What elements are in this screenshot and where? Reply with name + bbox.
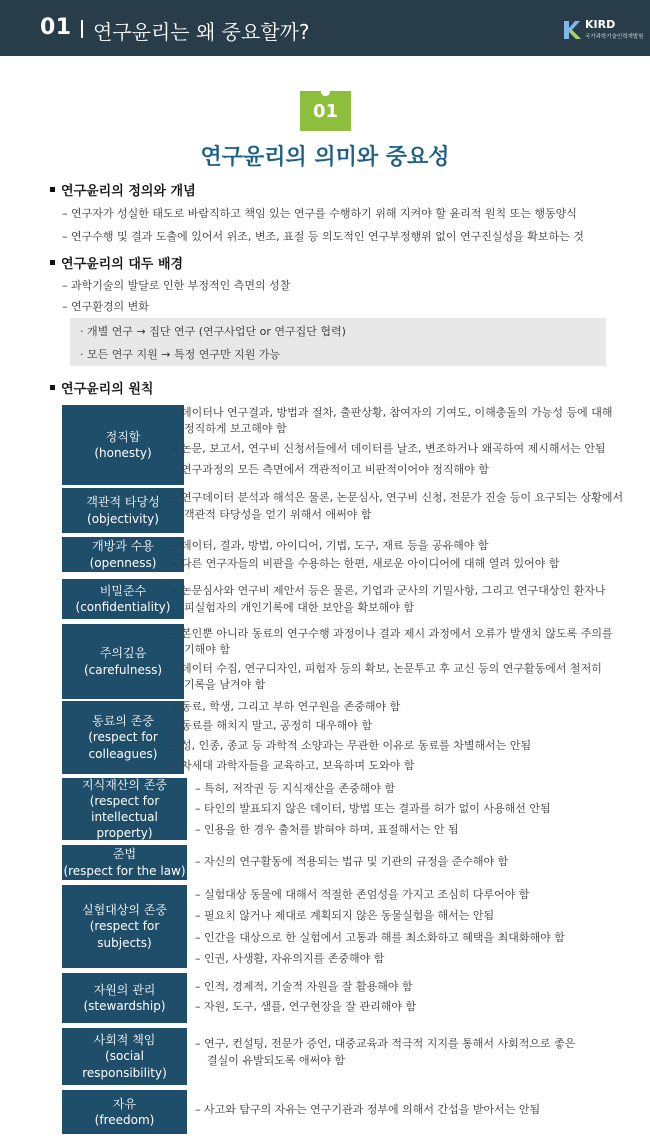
principle-english-name: (freedom) <box>94 1113 155 1127</box>
principle-description-line: 객관적 타당성을 얻기 위해서 애써야 함 <box>184 508 372 521</box>
principle-label <box>62 701 184 774</box>
principle-description-line: – 사고와 탐구의 자유는 연구기관과 정부에 의해서 간섭을 받아서는 안됨 <box>195 1103 541 1116</box>
principle-description-line: – 특허, 저작권 등 지식재산을 존중해야 함 <box>195 782 395 795</box>
principle-description-line: 정직하게 보고해야 함 <box>184 422 287 435</box>
principle-name: 지식재산의 존중 <box>82 777 167 792</box>
principle-english-name: (social responsibility) <box>82 1049 167 1080</box>
principle-label <box>62 537 184 572</box>
principle-description-line: – 자원, 도구, 샘플, 연구현장을 잘 관리해야 함 <box>195 1000 417 1013</box>
principle-description-line: – 논문심사와 연구비 제안서 등은 물론, 기업과 군사의 기밀사항, 그리고 연구대상인 환자나 <box>172 584 606 597</box>
section-heading-definition: 연구윤리의 정의와 개념 <box>50 180 196 199</box>
principle-english-name: (respect for the law) <box>63 863 186 878</box>
header-divider <box>81 20 83 38</box>
principle-label <box>62 885 187 968</box>
kird-logo <box>562 19 642 43</box>
principle-description-line: – 실험대상 동물에 대해서 적절한 존엄성을 가지고 조심히 다루어야 함 <box>195 888 530 901</box>
principle-description-line: – 차세대 과학자들을 교육하고, 보육하며 도와야 함 <box>172 759 415 772</box>
principle-label <box>62 778 187 840</box>
principle-name: 동료의 존중 <box>92 714 154 729</box>
principle-label <box>62 973 187 1023</box>
box-item: · 개별 연구 → 집단 연구 (연구사업단 or 연구집단 협력) <box>80 325 346 338</box>
principle-name: 개방과 수용 <box>92 539 154 554</box>
logo-subtitle: 국가과학기술인력개발원 <box>585 34 644 40</box>
definition-line: – 연구수행 및 결과 도출에 있어서 위조, 변조, 표절 등 의도적인 연구부정행위 없이 연구진실성을 확보하는 것 <box>62 230 584 243</box>
badge-number: 01 <box>312 101 339 122</box>
principle-english-name: (respect for colleagues) <box>88 730 158 761</box>
principle-description-line: 결실이 유발되도록 애써야 함 <box>207 1054 346 1067</box>
principle-description-line: 피실험자의 개인기록에 대한 보안을 확보해야 함 <box>184 601 415 614</box>
principle-english-name: (respect for subjects) <box>89 919 160 950</box>
section-heading-background: 연구윤리의 대두 배경 <box>50 253 183 272</box>
bullet-square-icon <box>50 187 55 192</box>
principle-name: 사회적 책임 <box>93 1033 156 1048</box>
principle-description-line: – 동료를 해치지 말고, 공정히 대우해야 함 <box>172 719 372 732</box>
principle-english-name: (objectivity) <box>87 511 159 526</box>
bullet-square-icon <box>50 260 55 265</box>
principle-description-line: – 다른 연구자들의 비판을 수용하는 한편, 새로운 아이디어에 대해 열려 있어야 함 <box>172 557 560 570</box>
principle-description-line: – 연구, 컨설팅, 전문가 증언, 대중교육과 적극적 지지를 통해서 사회적으로 좋은 <box>195 1037 576 1050</box>
principle-description-line: – 논문, 보고서, 연구비 신청서들에서 데이터를 날조, 변조하거나 왜곡하여 제시해서는 안됨 <box>172 442 606 455</box>
principle-english-name: (honesty) <box>94 446 152 460</box>
principle-description-line: 기록을 남겨야 함 <box>184 678 266 691</box>
background-line: – 연구환경의 변화 <box>62 300 149 313</box>
principle-label <box>62 845 187 880</box>
principle-description-line: – 자신의 연구활동에 적용되는 법규 및 기관의 규정을 준수해야 함 <box>195 855 509 868</box>
principle-description-line: 기해야 함 <box>184 643 231 656</box>
principle-label <box>62 1028 187 1085</box>
principle-english-name: (confidentiality) <box>75 600 171 614</box>
principle-label <box>62 1090 187 1134</box>
principle-english-name: (carefulness) <box>83 662 163 677</box>
principle-description-line: – 연구데이터 분석과 해석은 물론, 논문심사, 연구비 신청, 전문가 진술 등이 요구되는 상황에서 <box>172 491 624 504</box>
principle-description-line: – 필요치 않거나 제대로 계획되지 않은 동물실험을 해서는 안됨 <box>195 909 495 922</box>
principle-description-line: – 인권, 사생활, 자유의지를 존중해야 함 <box>195 952 385 965</box>
principle-label <box>62 579 184 619</box>
kird-logo-icon <box>562 19 582 41</box>
principle-english-name: (openness) <box>89 555 157 570</box>
principle-name: 실험대상의 존중 <box>82 903 167 918</box>
principle-description-line: – 성, 인종, 종교 등 과학적 소양과는 무관한 이유로 동료를 차별해서는 안됨 <box>172 739 532 752</box>
principle-name: 객관적 타당성 <box>86 495 160 510</box>
header-number: 01 <box>40 15 72 40</box>
principle-label <box>62 405 184 485</box>
principle-description-line: – 데이터 수집, 연구디자인, 피험자 등의 확보, 논문투고 후 교신 등의 연구활동에서 철저히 <box>172 662 602 675</box>
principle-description-line: – 본인뿐 아니라 동료의 연구수행 과정이나 결과 제시 과정에서 오류가 발생치 않도록 주의를 <box>172 627 613 640</box>
principle-label <box>62 488 184 533</box>
box-item: · 모든 연구 지원 → 특정 연구만 지원 가능 <box>80 348 281 361</box>
bullet-square-icon <box>50 385 55 390</box>
section-heading-principles: 연구윤리의 원칙 <box>50 378 153 397</box>
principle-description-line: – 데이터, 결과, 방법, 아이디어, 기법, 도구, 재료 등을 공유해야 함 <box>172 539 489 552</box>
principle-name: 자원의 관리 <box>93 982 156 997</box>
principle-description-line: – 인간을 대상으로 한 실험에서 고통과 해를 최소화하고 혜택을 최대화해야 함 <box>195 931 565 944</box>
principle-description-line: – 연구과정의 모든 측면에서 객관적이고 비판적이어야 정직해야 함 <box>172 463 489 476</box>
definition-line: – 연구자가 성실한 태도로 바람직하고 책임 있는 연구를 수행하기 위해 지켜야 할 윤리적 원칙 또는 행동양식 <box>62 207 577 220</box>
principle-english-name: (respect for intellectual property) <box>89 793 160 841</box>
principle-name: 자유 <box>112 1096 137 1111</box>
section-badge <box>300 91 351 131</box>
page-header <box>0 0 650 56</box>
principle-description-line: – 타인의 발표되지 않은 데이터, 방법 또는 결과를 허가 없이 사용해선 안됨 <box>195 802 551 815</box>
principle-name: 정직함 <box>105 429 141 444</box>
principle-english-name: (stewardship) <box>83 999 166 1013</box>
header-title: 연구윤리는 왜 중요할까? <box>93 20 310 44</box>
principle-description-line: – 동료, 학생, 그리고 부하 연구원을 존중해야 함 <box>172 700 401 713</box>
principle-description-line: – 데이터나 연구결과, 방법과 절차, 출판상황, 참여자의 기여도, 이해충돌의 가능성 등에 대해 <box>172 406 613 419</box>
principle-name: 주의깊음 <box>99 646 147 661</box>
page-title: 연구윤리의 의미와 중요성 <box>200 145 450 170</box>
logo-name: KIRD <box>585 18 616 31</box>
principle-name: 준법 <box>112 847 137 862</box>
environment-change-box <box>70 318 606 366</box>
principle-description-line: – 인적, 경제적, 기술적 자원을 잘 활용해야 함 <box>195 980 413 993</box>
background-line: – 과학기술의 발달로 인한 부정적인 측면의 성찰 <box>62 279 291 292</box>
principle-label <box>62 624 184 699</box>
principle-description-line: – 인용을 한 경우 출처를 밝혀야 하며, 표절해서는 안 됨 <box>195 823 459 836</box>
principle-name: 비밀준수 <box>99 583 147 598</box>
